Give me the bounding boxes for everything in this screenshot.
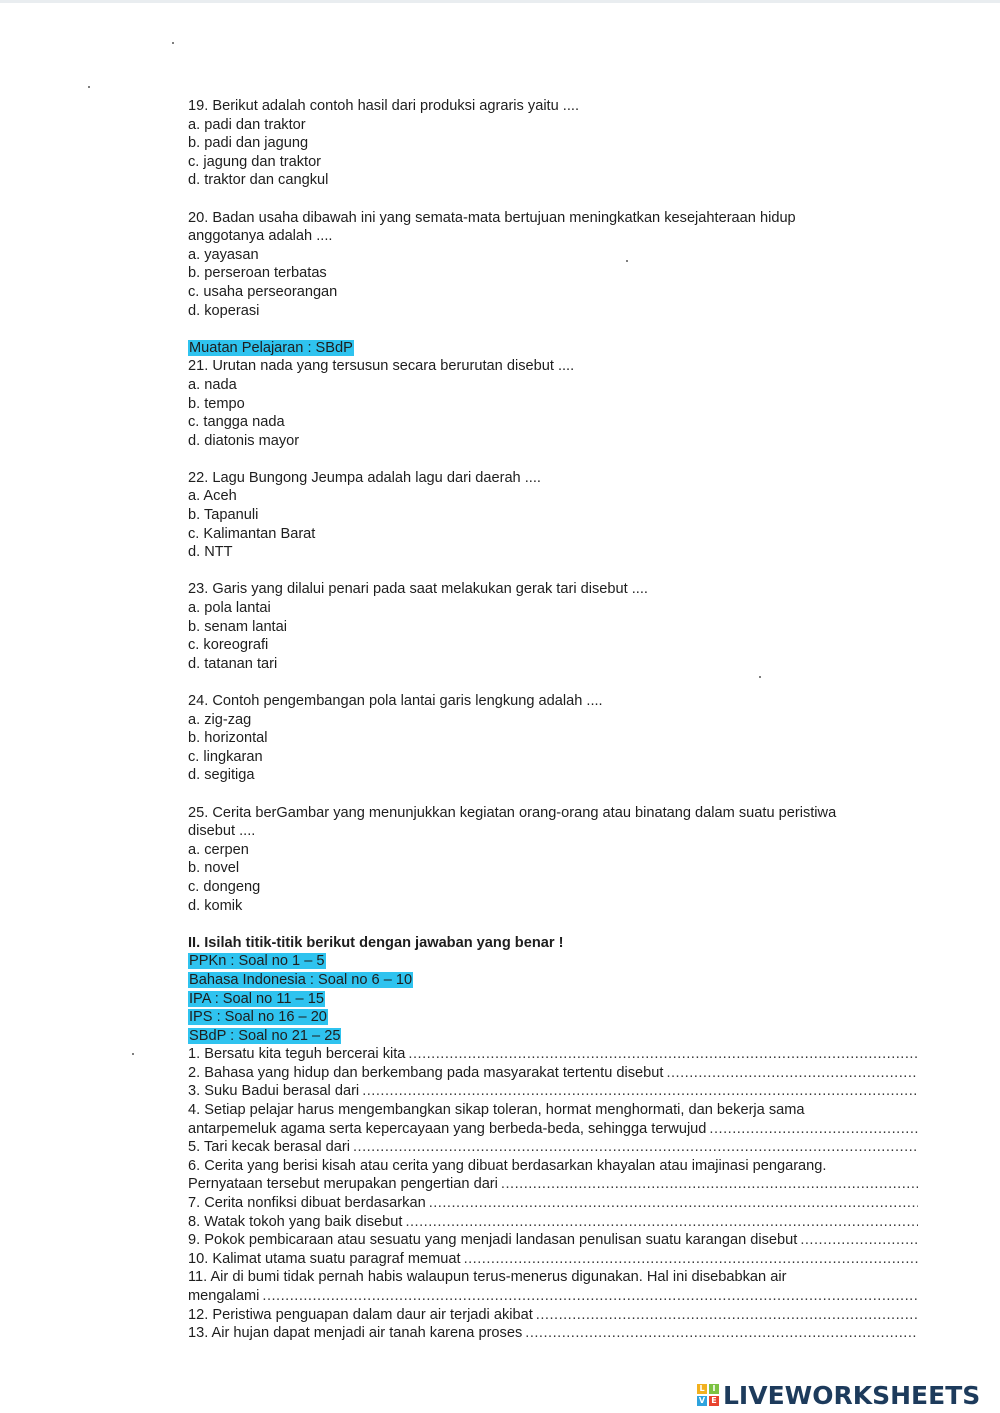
logo-tile-e: E (709, 1396, 719, 1406)
logo-tile-i: I (709, 1384, 719, 1394)
worksheet-page (188, 97, 918, 1343)
option-b[interactable]: b. perseroan terbatas (188, 265, 327, 282)
fill-item-12 (188, 1306, 918, 1325)
fill-item-text: 10. Kalimat utama suatu paragraf memuat (188, 1250, 461, 1267)
subject-range-ipa (188, 990, 918, 1009)
fill-item-text: 8. Watak tokoh yang baik disebut (188, 1213, 403, 1230)
fill-item-9 (188, 1231, 918, 1250)
answer-blank[interactable] (362, 1082, 918, 1101)
subject-range-bahasa-indonesia (188, 971, 918, 990)
fill-item-text: 2. Bahasa yang hidup dan berkembang pada masyarakat tertentu disebut (188, 1064, 664, 1081)
fill-item-text: 13. Air hujan dapat menjadi air tanah karena proses (188, 1325, 523, 1342)
fill-item-10 (188, 1250, 918, 1269)
question-25 (188, 804, 918, 916)
option-d[interactable]: d. diatonis mayor (188, 432, 300, 449)
fill-item-text: 12. Peristiwa penguapan dalam daur air terjadi akibat (188, 1306, 533, 1323)
liveworksheets-logo (697, 1380, 980, 1410)
fill-item-2 (188, 1064, 918, 1083)
fill-item-13 (188, 1324, 918, 1343)
question-21 (188, 357, 918, 450)
option-a[interactable]: a. yayasan (188, 246, 259, 263)
subject-range-text: IPS : Soal no 16 – 20 (189, 1009, 327, 1026)
option-b[interactable]: b. Tapanuli (188, 507, 259, 524)
question-22 (188, 469, 918, 562)
answer-blank[interactable] (464, 1250, 918, 1269)
question-text: 19. Berikut adalah contoh hasil dari produksi agraris yaitu .... (188, 98, 580, 114)
fill-item-text: 7. Cerita nonfiksi dibuat berdasarkan (188, 1195, 426, 1212)
question-text-continued: anggotanya adalah .... (188, 228, 333, 245)
option-b[interactable]: b. novel (188, 860, 240, 877)
fill-item-6-line-1: 6. Cerita yang berisi kisah atau cerita yang dibuat berdasarkan khayalan atau imajinasi pengarang. (188, 1157, 827, 1174)
subject-range-text: PPKn : Soal no 1 – 5 (189, 953, 325, 970)
option-a[interactable]: a. nada (188, 376, 237, 393)
answer-blank[interactable] (262, 1287, 918, 1306)
answer-blank[interactable] (429, 1194, 918, 1213)
subject-label-sbdp (188, 339, 918, 358)
answer-blank[interactable] (536, 1306, 918, 1325)
fill-item-5 (188, 1138, 918, 1157)
subject-range-text: SBdP : Soal no 21 – 25 (189, 1027, 341, 1044)
option-c[interactable]: c. dongeng (188, 878, 261, 895)
option-d[interactable]: d. komik (188, 897, 243, 914)
fill-item-text: 5. Tari kecak berasal dari (188, 1139, 350, 1156)
option-a[interactable]: a. pola lantai (188, 600, 271, 617)
question-text: 20. Badan usaha dibawah ini yang semata-mata bertujuan meningkatkan kesejahteraan hidup (188, 209, 796, 226)
question-text: 23. Garis yang dilalui penari pada saat melakukan gerak tari disebut .... (188, 581, 648, 598)
question-23 (188, 580, 918, 673)
fill-item-7 (188, 1194, 918, 1213)
subject-range-ips (188, 1008, 918, 1027)
option-c[interactable]: c. tangga nada (188, 414, 285, 431)
answer-blank[interactable] (405, 1213, 918, 1232)
fill-item-8 (188, 1213, 918, 1232)
section-2-heading: II. Isilah titik-titik berikut dengan jawaban yang benar ! (188, 934, 564, 951)
option-a[interactable]: a. zig-zag (188, 711, 252, 728)
answer-blank[interactable] (525, 1324, 918, 1343)
option-d[interactable]: d. segitiga (188, 767, 255, 784)
fill-item-4-line-1: 4. Setiap pelajar harus mengembangkan sikap toleran, hormat menghormati, dan bekerja sama (188, 1102, 805, 1119)
question-text: 22. Lagu Bungong Jeumpa adalah lagu dari daerah .... (188, 469, 541, 486)
fill-item-6 (188, 1175, 918, 1194)
option-d[interactable]: d. traktor dan cangkul (188, 172, 329, 189)
fill-item-4 (188, 1120, 918, 1139)
question-text-continued: disebut .... (188, 823, 256, 840)
fill-item-text: mengalami (188, 1288, 260, 1304)
option-c[interactable]: c. lingkaran (188, 748, 263, 765)
answer-blank[interactable] (408, 1045, 918, 1064)
option-b[interactable]: b. tempo (188, 395, 245, 412)
fill-item-3 (188, 1082, 918, 1101)
question-24 (188, 692, 918, 785)
subject-range-text: IPA : Soal no 11 – 15 (189, 990, 324, 1007)
answer-blank[interactable] (800, 1231, 918, 1250)
option-b[interactable]: b. senam lantai (188, 618, 287, 635)
question-text: 25. Cerita berGambar yang menunjukkan kegiatan orang-orang atau binatang dalam suatu peristiwa (188, 804, 837, 821)
fill-item-text: 9. Pokok pembicaraan atau sesuatu yang menjadi landasan penulisan suatu karangan disebut (188, 1232, 798, 1249)
answer-blank[interactable] (501, 1175, 918, 1194)
subject-label-text: Muatan Pelajaran : SBdP (189, 339, 353, 356)
logo-tile-l: L (697, 1384, 707, 1394)
option-d[interactable]: d. tatanan tari (188, 655, 278, 672)
fill-item-1 (188, 1045, 918, 1064)
subject-range-text: Bahasa Indonesia : Soal no 6 – 10 (189, 971, 413, 988)
answer-blank[interactable] (666, 1064, 918, 1083)
option-c[interactable]: c. jagung dan traktor (188, 153, 322, 170)
question-text: 24. Contoh pengembangan pola lantai garis lengkung adalah .... (188, 693, 603, 709)
fill-item-11-line-1: 11. Air di bumi tidak pernah habis walaupun terus-menerus digunakan. Hal ini disebabkan air (188, 1269, 787, 1286)
question-text: 21. Urutan nada yang tersusun secara berurutan disebut .... (188, 358, 575, 375)
option-a[interactable]: a. Aceh (188, 488, 237, 505)
liveworksheets-brand-text: LIVEWORKSHEETS (723, 1380, 981, 1410)
fill-item-text: 3. Suku Badui berasal dari (188, 1083, 360, 1100)
question-20 (188, 209, 918, 321)
fill-item-text: 1. Bersatu kita teguh bercerai kita (188, 1046, 406, 1063)
fill-item-11 (188, 1287, 918, 1306)
answer-blank[interactable] (353, 1138, 918, 1157)
option-a[interactable]: a. cerpen (188, 841, 249, 858)
option-c[interactable]: c. Kalimantan Barat (188, 525, 316, 542)
logo-tile-v: V (698, 1396, 706, 1405)
option-c[interactable]: c. usaha perseorangan (188, 283, 338, 300)
scan-top-edge (0, 0, 1000, 3)
option-c[interactable]: c. koreografi (188, 637, 269, 654)
option-b[interactable]: b. horizontal (188, 730, 268, 747)
subject-range-ppkn (188, 952, 918, 971)
subject-range-sbdp (188, 1027, 918, 1046)
option-d[interactable]: d. NTT (188, 544, 233, 561)
option-d[interactable]: d. koperasi (188, 302, 260, 319)
fill-item-text: Pernyataan tersebut merupakan pengertian dari (188, 1176, 498, 1193)
fill-item-text: antarpemeluk agama serta kepercayaan yang berbeda-beda, sehingga terwujud (188, 1120, 707, 1137)
liveworksheets-logo-icon (697, 1384, 719, 1406)
answer-blank[interactable] (709, 1120, 918, 1139)
option-a[interactable]: a. padi dan traktor (188, 116, 306, 133)
question-19 (188, 97, 918, 190)
option-b[interactable]: b. padi dan jagung (188, 135, 309, 152)
